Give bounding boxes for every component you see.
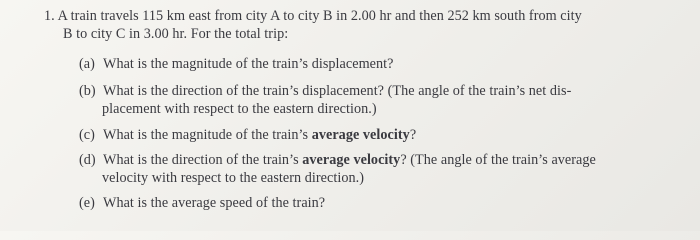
part-b-line-1	[79, 82, 571, 100]
problem-intro-line-1	[44, 7, 582, 25]
part-e	[79, 194, 325, 212]
part-c	[79, 126, 416, 144]
part-a-letter: (a)	[79, 56, 95, 72]
part-a-text: What is the magnitude of the train’s displacement?	[103, 56, 394, 72]
part-b-text-1: What is the direction of the train’s displacement? (The angle of the train’s net dis-	[103, 83, 572, 99]
part-d-line-2: velocity with respect to the eastern direction.)	[102, 170, 365, 186]
part-e-text: What is the average speed of the train?	[103, 195, 326, 211]
part-c-letter: (c)	[79, 127, 95, 143]
part-d-text-pre: What is the direction of the train’s	[103, 152, 303, 168]
part-c-text-pre: What is the magnitude of the train’s	[103, 127, 312, 143]
part-e-letter: (e)	[79, 195, 95, 211]
part-d-text-post: ? (The angle of the train’s average	[400, 152, 596, 168]
problem-intro-line-2: B to city C in 3.00 hr. For the total trip:	[63, 26, 289, 42]
problem-number: 1.	[44, 8, 55, 24]
problem-intro-text-1: A train travels 115 km east from city A to city B in 2.00 hr and then 252 km south from city	[57, 8, 582, 24]
part-d-line-1	[79, 151, 596, 169]
part-c-bold-term: average velocity	[311, 127, 410, 143]
part-a	[79, 55, 394, 73]
part-c-text-post: ?	[409, 127, 417, 143]
part-d-bold-term: average velocity	[302, 152, 401, 168]
part-b-letter: (b)	[79, 83, 96, 99]
part-d-letter: (d)	[79, 152, 96, 168]
part-b-line-2: placement with respect to the eastern direction.)	[102, 101, 377, 117]
